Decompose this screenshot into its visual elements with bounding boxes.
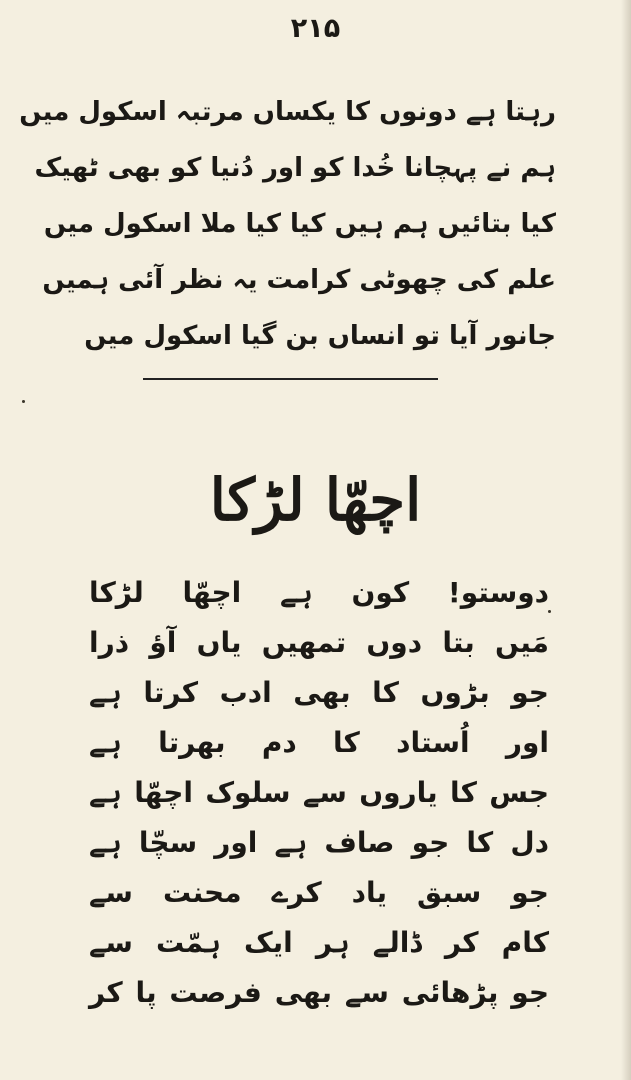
verse-line: رہتا ہے دونوں کا یکساں مرتبہ اسکول میں (19, 97, 556, 127)
page-number: ۲۱۵ (290, 13, 341, 44)
verse-line: اور اُستاد کا دم بھرتا ہے (89, 726, 549, 759)
page-edge-shadow (621, 0, 631, 1080)
paper-speck (548, 610, 551, 613)
verse-line: دل کا جو صاف ہے اور سچّا ہے (89, 826, 549, 859)
verse-line: کیا بتائیں ہم ہیں کیا کیا ملا اسکول میں (43, 209, 556, 239)
verse-line: جس کا یاروں سے سلوک اچھّا ہے (89, 776, 549, 809)
verse-line: علم کی چھوٹی کرامت یہ نظر آئی ہمیں (42, 265, 556, 295)
verse-line: کام کر ڈالے ہر ایک ہمّت سے (89, 926, 549, 959)
verse-line: ہم نے پہچانا خُدا کو اور دُنیا کو بھی ٹھیک (34, 153, 556, 183)
verse-line: جو بڑوں کا بھی ادب کرتا ہے (89, 676, 549, 709)
poem-title: اچھّا لڑکا (209, 466, 422, 534)
verse-line: مَیں بتا دوں تمھیں یاں آؤ ذرا (89, 626, 549, 659)
verse-line: جو سبق یاد کرے محنت سے (89, 876, 549, 909)
section-divider (143, 378, 438, 380)
paper-speck (22, 400, 25, 403)
verse-line: جو پڑھائی سے بھی فرصت پا کر (89, 976, 549, 1009)
verse-line: دوستو! کون ہے اچھّا لڑکا (89, 576, 549, 609)
verse-line: جانور آیا تو انساں بن گیا اسکول میں (84, 321, 556, 351)
